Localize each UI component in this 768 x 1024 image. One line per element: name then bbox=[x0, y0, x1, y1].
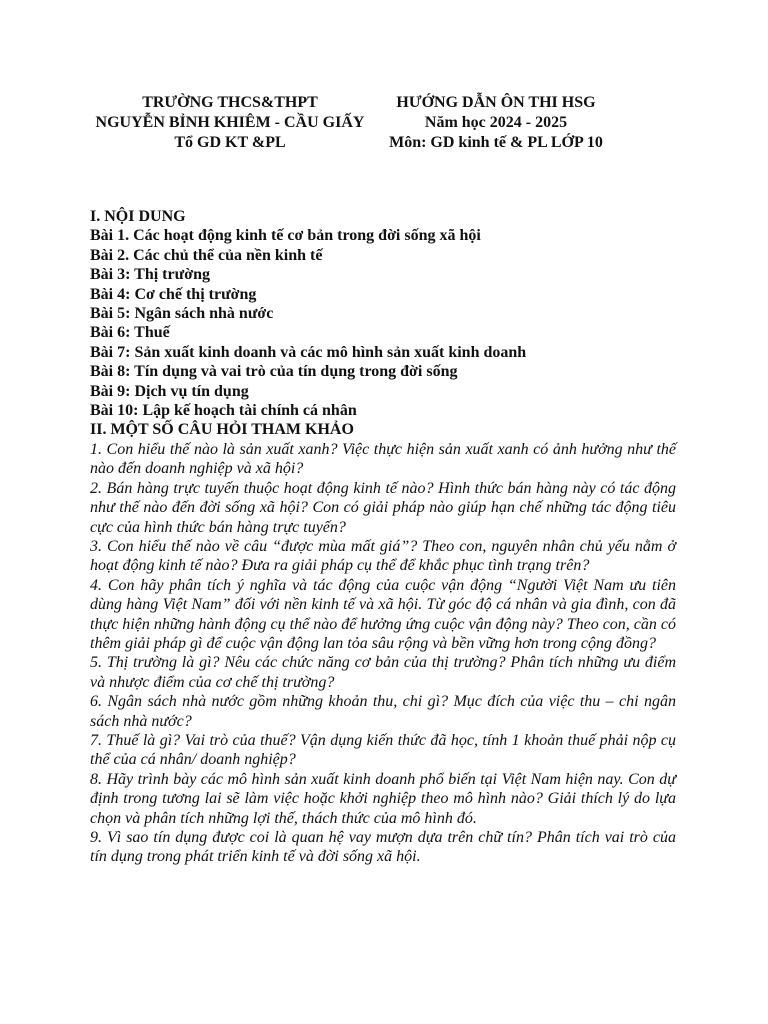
school-name: NGUYỄN BỈNH KHIÊM - CẦU GIẤY bbox=[95, 114, 365, 131]
lesson-item: Bài 8: Tín dụng và vai trò của tín dụng trong đời sống bbox=[90, 363, 458, 381]
question-item: 1. Con hiểu thế nào là sản xuất xanh? Việc thực hiện sản xuất xanh có ảnh hưởng như thế nào đến doanh nghiệp và xã hội? bbox=[90, 440, 676, 478]
school-year: Năm học 2024 - 2025 bbox=[424, 114, 568, 131]
lesson-item: Bài 7: Sản xuất kinh doanh và các mô hình sản xuất kinh doanh bbox=[90, 343, 527, 361]
document-title: HƯỚNG DẪN ÔN THI HSG bbox=[396, 94, 596, 111]
school-type: TRƯỜNG THCS&THPT bbox=[142, 94, 318, 111]
lesson-list bbox=[90, 226, 676, 420]
question-item: 7. Thuế là gì? Vai trò của thuế? Vận dụng kiến thức đã học, tính 1 khoản thuế phải nộp cụ thể của cá nhân/ doanh nghiệp? bbox=[90, 731, 676, 769]
question-item: 8. Hãy trình bày các mô hình sản xuất kinh doanh phổ biến tại Việt Nam hiện nay. Con dự định trong tương lai sẽ làm việc hoặc khởi nghiệp theo mô hình nào? Giải thích lý do lựa chọn và phân tích những lợi thế, thách thức của mô hình đó. bbox=[90, 770, 676, 827]
document-header bbox=[0, 93, 768, 155]
department-name: Tổ GD KT &PL bbox=[174, 134, 286, 151]
document-body bbox=[90, 207, 676, 867]
question-item: 3. Con hiểu thế nào về câu “được mùa mất giá”? Theo con, nguyên nhân chủ yếu nằm ở hoạt động kinh tế nào? Đưa ra giải pháp cụ thể để khắc phục tình trạng trên? bbox=[90, 537, 676, 575]
subject-name: Môn: GD kinh tế & PL LỚP 10 bbox=[389, 134, 603, 151]
lesson-item: Bài 3: Thị trường bbox=[90, 266, 210, 284]
question-item: 4. Con hãy phân tích ý nghĩa và tác động của cuộc vận động “Người Việt Nam ưu tiên dùng hàng Việt Nam” đối với nền kinh tế và xã hội. Từ góc độ cá nhân và gia đình, con đã thực hiện những hành động cụ thể nào để hưởng ứng cuộc vận động này? Theo con, cần có thêm giải pháp gì để cuộc vận động lan tỏa sâu rộng và bền vững hơn trong cộng đồng? bbox=[90, 576, 676, 652]
section-questions-title: II. MỘT SỐ CÂU HỎI THAM KHẢO bbox=[90, 421, 354, 439]
question-item: 6. Ngân sách nhà nước gồm những khoản thu, chi gì? Mục đích của việc thu – chi ngân sách nhà nước? bbox=[90, 693, 676, 730]
lesson-item: Bài 6: Thuế bbox=[90, 324, 170, 342]
lesson-item: Bài 2. Các chủ thể của nền kinh tế bbox=[90, 246, 323, 264]
lesson-item: Bài 5: Ngân sách nhà nước bbox=[90, 305, 274, 323]
question-item: 5. Thị trường là gì? Nêu các chức năng cơ bản của thị trường? Phân tích những ưu điểm và nhược điểm của cơ chế thị trường? bbox=[90, 654, 676, 691]
question-item: 9. Vì sao tín dụng được coi là quan hệ vay mượn dựa trên chữ tín? Phân tích vai trò của tín dụng trong phát triển kinh tế và đời sống xã hội. bbox=[90, 829, 676, 866]
school-info bbox=[80, 93, 380, 153]
lesson-item: Bài 10: Lập kế hoạch tài chính cá nhân bbox=[90, 402, 357, 420]
exam-info bbox=[370, 93, 622, 153]
question-item: 2. Bán hàng trực tuyến thuộc hoạt động kinh tế nào? Hình thức bán hàng này có tác động như thế nào đến đời sống xã hội? Con có giải pháp nào giúp hạn chế những tác động tiêu cực của hình thức bán hàng trực tuyến? bbox=[90, 479, 676, 536]
section-content-title: I. NỘI DUNG bbox=[90, 208, 186, 225]
question-list bbox=[90, 440, 676, 867]
lesson-item: Bài 9: Dịch vụ tín dụng bbox=[90, 382, 249, 400]
lesson-item: Bài 4: Cơ chế thị trường bbox=[90, 285, 257, 303]
lesson-item: Bài 1. Các hoạt động kinh tế cơ bản trong đời sống xã hội bbox=[90, 227, 481, 245]
